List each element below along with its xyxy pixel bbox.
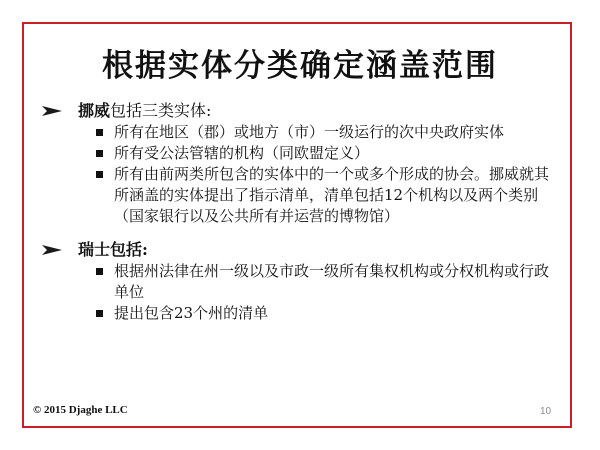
arrow-bullet-icon <box>42 106 62 116</box>
square-bullet-icon <box>96 150 103 157</box>
list-item-text: 所有由前两类所包含的实体中的一个或多个形成的协会。挪威就其所涵盖的实体提出了指示清单，清单包括12个机构以及两个类别（国家银行以及公共所有并运营的博物馆） <box>114 165 550 225</box>
list-item-text: 所有在地区（郡）或地方（市）一级运行的次中央政府实体 <box>114 123 505 141</box>
section-heading <box>78 239 558 261</box>
slide-content <box>38 100 558 336</box>
slide-title: 根据实体分类确定涵盖范围 <box>102 48 498 84</box>
copyright-notice: © 2015 Djaghe LLC <box>33 404 128 416</box>
list-item <box>96 303 558 324</box>
list-item <box>96 143 558 164</box>
square-bullet-icon <box>96 310 103 317</box>
list-item <box>96 122 558 143</box>
square-bullet-icon <box>96 171 103 178</box>
list-item <box>96 164 558 227</box>
page-number: 10 <box>540 406 552 417</box>
section-heading-bold: 挪威 <box>78 101 111 120</box>
list-item-text: 根据州法律在州一级以及市政一级所有集权机构或分权机构或行政单位 <box>114 262 550 301</box>
section-heading <box>78 100 558 122</box>
list-item-text: 所有受公法管辖的机构（同欧盟定义） <box>114 144 370 162</box>
section-heading-text: 包括三类实体: <box>110 101 212 120</box>
list-item <box>96 261 558 303</box>
arrow-bullet-icon <box>42 245 62 255</box>
list-item-text: 提出包含23个州的清单 <box>114 304 269 322</box>
square-bullet-icon <box>96 129 103 136</box>
section-switzerland <box>38 239 558 324</box>
section-items <box>78 122 558 227</box>
section-norway <box>38 100 558 227</box>
section-heading-bold: 瑞士包括: <box>78 240 148 259</box>
section-items <box>78 261 558 324</box>
square-bullet-icon <box>96 268 103 275</box>
